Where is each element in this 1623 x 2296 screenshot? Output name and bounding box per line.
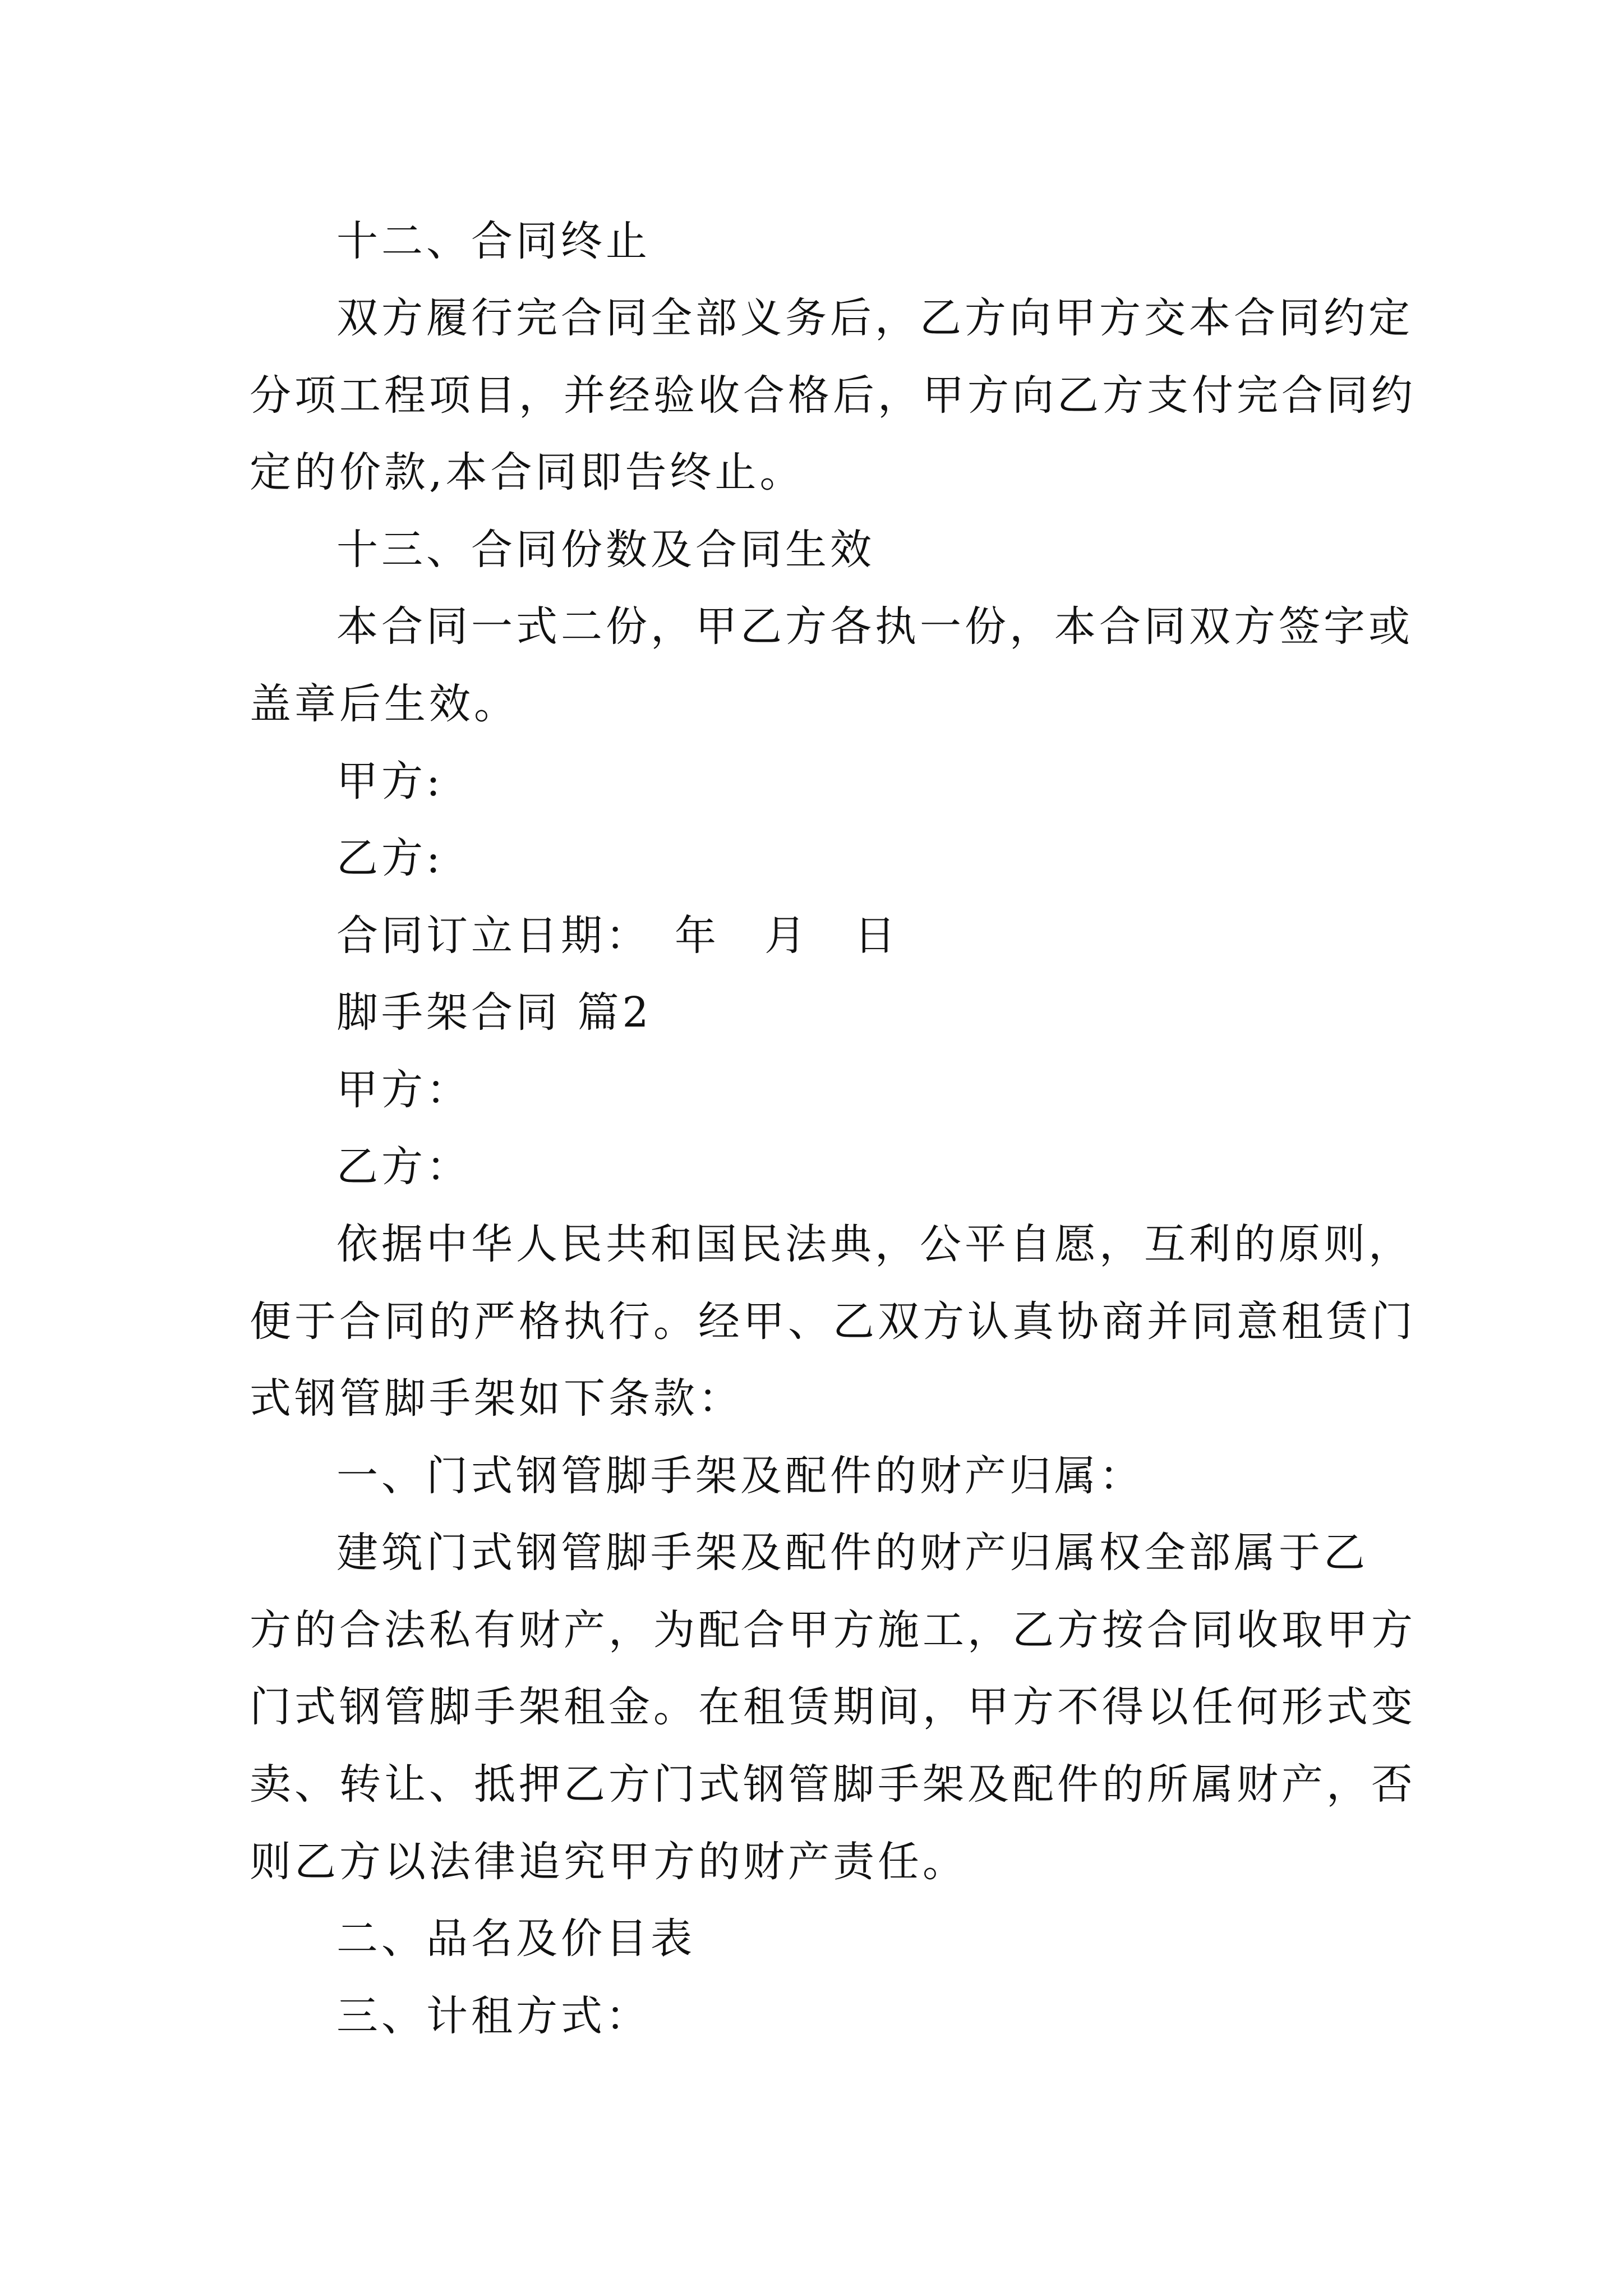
contract-title: 脚手架合同 篇2: [336, 988, 652, 1037]
paragraph-line: 定的价款,本合同即告终止。: [250, 448, 805, 496]
paragraph-line: 门式钢管脚手架租金。在租赁期间，甲方不得以任何形式变: [250, 1683, 1416, 1731]
paragraph-line: 本合同一式二份，甲乙方各执一份，本合同双方签字或: [336, 602, 1413, 651]
section-heading-2: 二、品名及价目表: [336, 1915, 695, 1963]
paragraph-line: 式钢管脚手架如下条款：: [250, 1374, 743, 1423]
paragraph-line: 则乙方以法律追究甲方的财产责任。: [250, 1838, 967, 1886]
party-a-label: 甲方：: [336, 1066, 471, 1114]
paragraph-line: 便于合同的严格执行。经甲、乙双方认真协商并同意租赁门: [250, 1297, 1416, 1346]
paragraph-line: 卖、转让、抵押乙方门式钢管脚手架及配件的所属财产，否: [250, 1760, 1416, 1809]
paragraph-line: 方的合法私有财产，为配合甲方施工，乙方按合同收取甲方: [250, 1606, 1416, 1654]
party-b-label: 乙方：: [336, 1143, 471, 1191]
paragraph-line: 盖章后生效。: [250, 680, 519, 728]
paragraph-line: 建筑门式钢管脚手架及配件的财产归属权全部属于乙: [336, 1529, 1368, 1577]
party-b-label: 乙方:: [336, 834, 444, 882]
section-heading-13: 十三、合同份数及合同生效: [336, 526, 875, 574]
party-a-label: 甲方:: [336, 757, 444, 806]
paragraph-line: 分项工程项目，并经验收合格后，甲方向乙方支付完合同约: [250, 371, 1416, 420]
paragraph-line: 依据中华人民共和国民法典，公平自愿，互利的原则，: [336, 1220, 1413, 1268]
section-heading-3: 三、计租方式：: [336, 1992, 651, 2040]
contract-date-label: 合同订立日期： 年 月 日: [336, 912, 899, 960]
section-heading-1: 一、门式钢管脚手架及配件的财产归属：: [336, 1452, 1144, 1500]
section-heading-12: 十二、合同终止: [336, 217, 651, 265]
paragraph-line: 双方履行完合同全部义务后，乙方向甲方交本合同约定: [336, 294, 1413, 342]
